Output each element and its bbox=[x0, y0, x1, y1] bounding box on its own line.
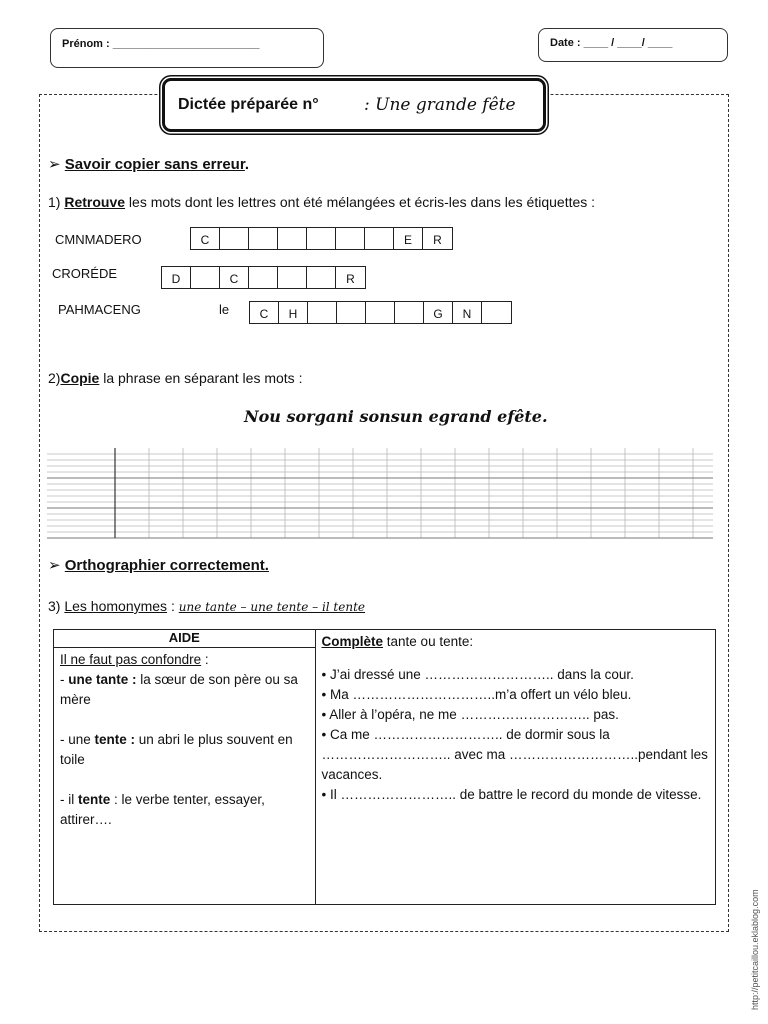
aide-column bbox=[54, 648, 316, 905]
exercise-sentence[interactable]: • Aller à l’opéra, ne me ……………………….. pas. bbox=[321, 707, 619, 722]
title-subtitle: : Une grande fête bbox=[364, 95, 516, 115]
aide-definition-3 bbox=[60, 790, 309, 830]
prenom-field[interactable]: Prénom : ________________________ bbox=[62, 38, 260, 50]
letter-cell[interactable] bbox=[307, 228, 336, 249]
date-box bbox=[538, 28, 728, 62]
def-text: la sœur de son père ou sa mère bbox=[60, 672, 298, 707]
letter-cell[interactable] bbox=[249, 228, 278, 249]
aide-definition-2 bbox=[60, 730, 309, 770]
aide-header: AIDE bbox=[54, 630, 316, 648]
exercise-1-text: les mots dont les lettres ont été mélangées et écris-les dans les étiquettes : bbox=[128, 194, 596, 210]
section-2-heading bbox=[48, 556, 269, 574]
letter-cell[interactable] bbox=[395, 302, 424, 323]
def-word: tente bbox=[78, 792, 111, 807]
exercise-1-number: 1) bbox=[48, 194, 61, 210]
exercise-column bbox=[315, 630, 715, 905]
homonym-examples: une tante – une tente – il tente bbox=[178, 600, 366, 614]
aide-definition-1 bbox=[60, 670, 309, 710]
letter-boxes bbox=[190, 227, 453, 250]
letter-cell[interactable]: D bbox=[162, 267, 191, 288]
def-text: : le verbe tenter, essayer, attirer…. bbox=[60, 792, 265, 827]
writing-lines[interactable] bbox=[47, 446, 713, 540]
letter-cell[interactable] bbox=[278, 267, 307, 288]
exercise-3-number: 3) bbox=[48, 598, 61, 614]
section-1-heading bbox=[48, 155, 249, 173]
letter-cell[interactable]: C bbox=[220, 267, 249, 288]
exercise-sentence[interactable]: • Ca me ……………………….. de dormir sous la ……………………….. avec ma ………………………..pendant les vacances. bbox=[321, 727, 708, 782]
section-2-title: Orthographier correctement. bbox=[64, 557, 269, 574]
title-label: Dictée préparée n° bbox=[178, 96, 319, 113]
letter-cell[interactable] bbox=[336, 228, 365, 249]
exercise-sentence[interactable]: • Il …………………….. de battre le record du monde de vitesse. bbox=[321, 787, 702, 802]
exercise-2-instruction bbox=[48, 370, 302, 386]
letter-cell[interactable] bbox=[337, 302, 366, 323]
section-1-suffix: . bbox=[244, 156, 250, 173]
letter-cell[interactable]: C bbox=[250, 302, 279, 323]
homonym-table bbox=[53, 629, 716, 905]
letter-cell[interactable]: C bbox=[191, 228, 220, 249]
complete-label: Complète bbox=[321, 634, 384, 649]
prenom-box bbox=[50, 28, 324, 68]
letter-cell[interactable]: H bbox=[279, 302, 308, 323]
exercise-1-instruction bbox=[48, 194, 595, 210]
exercise-3-colon: : bbox=[167, 598, 175, 614]
exercise-3-label: Les homonymes bbox=[64, 598, 168, 614]
letter-cell[interactable]: R bbox=[433, 233, 442, 247]
title-box bbox=[162, 78, 546, 132]
aide-intro-suffix: : bbox=[201, 652, 209, 667]
letter-cell[interactable] bbox=[307, 267, 336, 288]
letter-cell[interactable] bbox=[366, 302, 395, 323]
def-prefix: - bbox=[60, 672, 69, 687]
exercise-2-verb: Copie bbox=[60, 370, 100, 386]
letter-cell[interactable]: E bbox=[394, 228, 423, 249]
def-prefix: - il bbox=[60, 792, 78, 807]
scrambled-word: CRORÉDE bbox=[52, 266, 118, 281]
letter-cell[interactable] bbox=[191, 267, 220, 288]
letter-cell[interactable] bbox=[365, 228, 394, 249]
arrow-icon: ➢ bbox=[48, 156, 65, 173]
letter-cell[interactable] bbox=[278, 228, 307, 249]
scrambled-word: CMNMADERO bbox=[55, 232, 142, 247]
aide-intro: Il ne faut pas confondre bbox=[60, 652, 202, 667]
scrambled-sentence: Nou sorgani sonsun egrand efête. bbox=[244, 407, 548, 426]
def-word: tente : bbox=[94, 732, 136, 747]
scrambled-word: PAHMACENG bbox=[58, 302, 141, 317]
site-watermark: http://petitcaillou.eklablog.com bbox=[750, 889, 760, 1010]
letter-cell[interactable] bbox=[308, 302, 337, 323]
exercise-1-verb: Retrouve bbox=[64, 194, 126, 210]
exercise-2-number: 2) bbox=[48, 370, 61, 386]
def-text: un abri le plus souvent en toile bbox=[60, 732, 293, 767]
letter-cell[interactable] bbox=[220, 228, 249, 249]
def-word: une tante : bbox=[68, 672, 137, 687]
letter-boxes bbox=[161, 266, 366, 289]
exercise-3-instruction bbox=[48, 598, 365, 614]
letter-cell[interactable]: N bbox=[453, 302, 482, 323]
article-prefix: le bbox=[219, 302, 230, 317]
exercise-2-text: la phrase en séparant les mots : bbox=[103, 370, 303, 386]
complete-rest: tante ou tente: bbox=[383, 634, 474, 649]
arrow-icon: ➢ bbox=[48, 557, 65, 574]
letter-cell[interactable] bbox=[482, 302, 511, 323]
section-1-title: Savoir copier sans erreur bbox=[64, 156, 245, 173]
letter-cell[interactable] bbox=[249, 267, 278, 288]
date-field[interactable]: Date : ____ / ____/ ____ bbox=[550, 37, 673, 49]
def-prefix: - une bbox=[60, 732, 95, 747]
exercise-sentence[interactable]: • Ma …………………………..m’a offert un vélo bleu. bbox=[321, 687, 632, 702]
exercise-sentence[interactable]: • J’ai dressé une ……………………….. dans la cour. bbox=[321, 667, 634, 682]
letter-boxes bbox=[249, 301, 512, 324]
letter-cell[interactable]: R bbox=[346, 272, 355, 286]
letter-cell[interactable]: G bbox=[424, 302, 453, 323]
